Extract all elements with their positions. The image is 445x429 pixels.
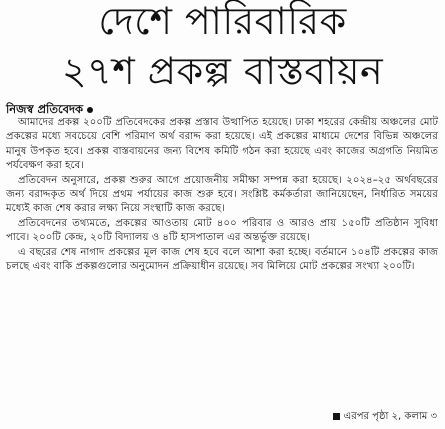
article-paragraph: প্রতিবেদনের তথ্যমতে, প্রকল্পের আওতায় মোট ৪০০ পরিবার ও আরও প্রায় ১৫০টি প্রতিষ্ঠান সুবিধা পাবে। ২০০টি কেন্দ্র, ২০টি বিদ্যালয় ও ৪টি হাসপাতাল এর অন্তর্ভুক্ত রয়েছে।	[6, 217, 438, 244]
headline-line-2: ২৭শ প্রকল্প বাস্তবায়ন	[61, 49, 384, 93]
article-paragraph: প্রতিবেদন অনুসারে, প্রকল্প শুরুর আগে প্রয়োজনীয় সমীক্ষা সম্পন্ন করা হয়েছে। ২০২৪–২৫ অর্থবছরের জন্য বরাদ্দকৃত অর্থ দিয়ে প্রথম পর্যায়ের কাজ শুরু হবে। সংশ্লিষ্ট কর্মকর্তারা জানিয়েছেন, নির্ধারিত সময়ের মধ্যেই কাজ শেষ করার লক্ষ্য নিয়ে সংস্থাটি কাজ করছে।	[6, 174, 438, 215]
headline-line-1: দেশে পারিবারিক	[98, 0, 347, 43]
article-body	[6, 116, 438, 274]
continued-note	[333, 409, 437, 426]
square-bullet-icon	[333, 413, 340, 420]
reporter-name: নিজস্ব প্রতিবেদক	[6, 102, 84, 116]
article-paragraph: এ বছরের শেষ নাগাদ প্রকল্পের মূল কাজ শেষ হবে বলে আশা করা হচ্ছে। বর্তমানে ১০৪টি প্রকল্পের কাজ চলছে এবং বাকি প্রকল্পগুলোর অনুমোদন প্রক্রিয়াধীন রয়েছে। সব মিলিয়ে মোট প্রকল্পের সংখ্যা ২০০টি।	[6, 246, 438, 273]
bullet-icon	[87, 107, 93, 113]
article-paragraph: আমাদের প্রকল্প ২০০টি প্রতিবেদকের প্রকল্প প্রস্তাব উত্থাপিত হয়েছে। ঢাকা শহরের কেন্দ্রীয় অঞ্চলের মোট প্রকল্পের মধ্যে সবচেয়ে বেশি পরিমাণ অর্থ বরাদ্দ করা হয়েছে। এই প্রকল্পের মাধ্যমে দেশের বিভিন্ন অঞ্চলের মানুষ উপকৃত হবে। প্রকল্প বাস্তবায়নের জন্য বিশেষ কমিটি গঠন করা হয়েছে এবং কাজের অগ্রগতি নিয়মিত পর্যবেক্ষণ করা হবে।	[6, 117, 438, 172]
continued-note-text: এরপর পৃষ্ঠা ২, কলাম ৩	[343, 411, 437, 422]
